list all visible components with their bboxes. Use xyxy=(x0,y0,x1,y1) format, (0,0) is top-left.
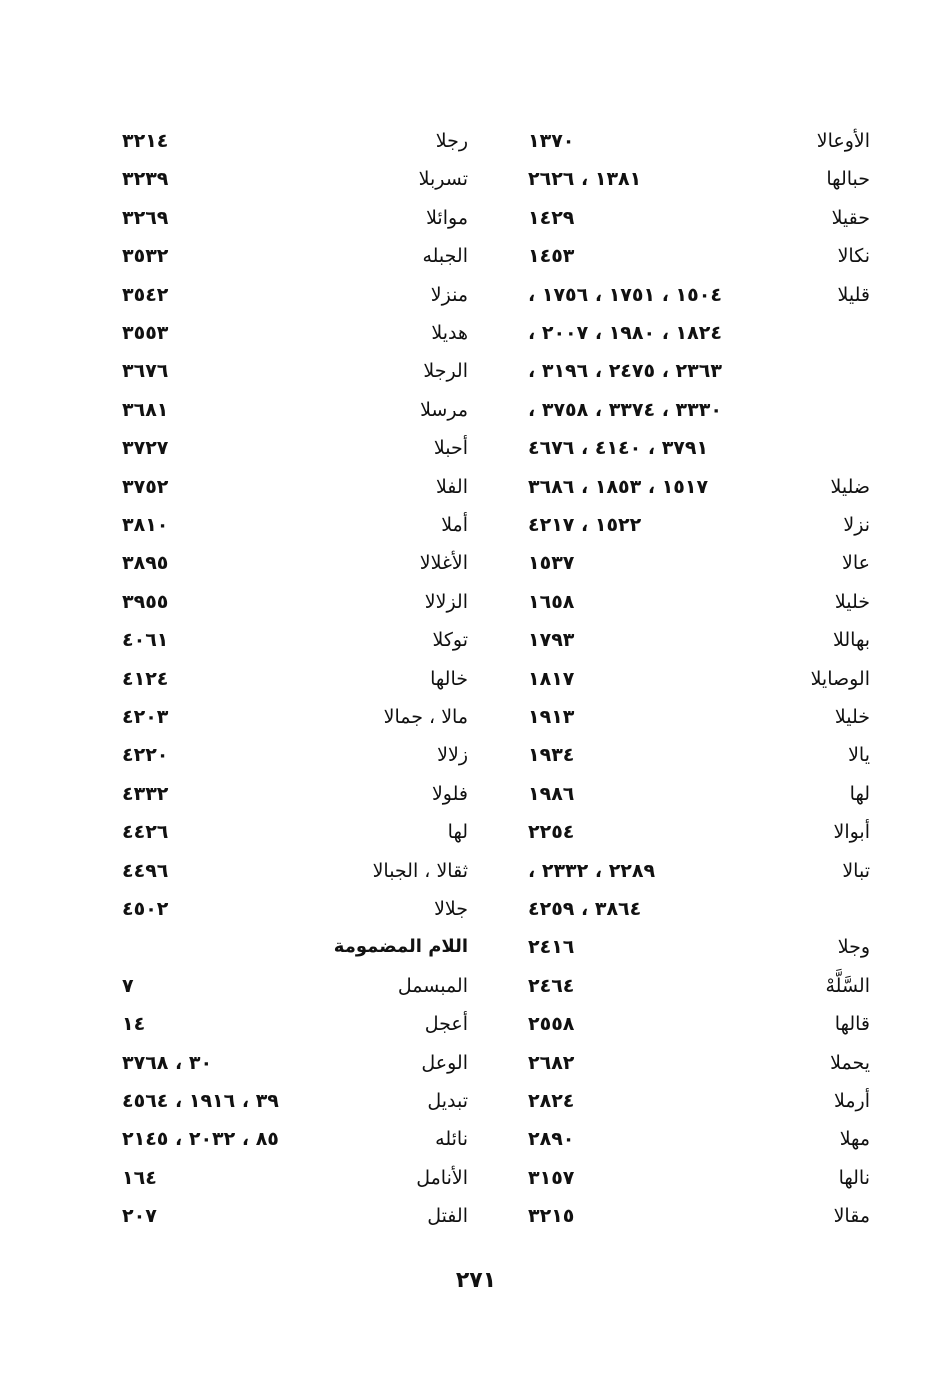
entry-word-left: جلالا xyxy=(434,898,468,920)
entry-numbers-left: ٣٨١٠ xyxy=(122,514,169,536)
entry-word-right: قليلا xyxy=(837,284,870,306)
index-row xyxy=(0,626,952,664)
entry-numbers-right: ١٥٢٢ ، ٤٢١٧ xyxy=(528,514,642,536)
entry-numbers-right: ١٨١٧ xyxy=(528,668,575,690)
index-row xyxy=(0,1049,952,1087)
entry-numbers-right: ١٧٩٣ xyxy=(528,629,575,651)
entry-numbers-right: ١٩٨٦ xyxy=(528,783,575,805)
entry-word-right: تبالا xyxy=(842,860,870,882)
entry-word-left: الأغلالا xyxy=(419,552,468,574)
entry-numbers-left: ١٦٤ xyxy=(122,1167,157,1189)
entry-numbers-right: ١٦٥٨ xyxy=(528,591,575,613)
entry-word-right: أبوالا xyxy=(833,821,870,843)
entry-word-right: قالها xyxy=(834,1013,870,1035)
entry-numbers-right: ١٩٣٤ xyxy=(528,744,575,766)
index-row xyxy=(0,549,952,587)
entry-numbers-right: ١٤٥٣ xyxy=(528,245,575,267)
entry-word-left: موائلا xyxy=(426,207,468,229)
entry-numbers-left: ٨٥ ، ٢٠٣٢ ، ٢١٤٥ xyxy=(122,1128,279,1150)
entry-numbers-left: ٤٤٩٦ xyxy=(122,860,169,882)
entry-numbers-left: ٣٦٧٦ xyxy=(122,360,169,382)
entry-numbers-right: ٣٣٣٠ ، ٣٣٧٤ ، ٣٧٥٨ ، xyxy=(528,399,722,421)
index-row xyxy=(0,473,952,511)
entry-word-left: مالا ، جمالا xyxy=(383,706,468,728)
entry-numbers-left: ٣٩٥٥ xyxy=(122,591,169,613)
index-row xyxy=(0,1125,952,1163)
entry-numbers-left: ٣٢٣٩ xyxy=(122,168,169,190)
entry-numbers-right: ٢٨٩٠ xyxy=(528,1128,575,1150)
entry-word-right: حبالها xyxy=(826,168,870,190)
entry-numbers-left: ٤٠٦١ xyxy=(122,629,169,651)
entry-word-left: رجلا xyxy=(435,130,468,152)
entry-numbers-right: ١٤٢٩ xyxy=(528,207,575,229)
entry-word-right: أرملا xyxy=(834,1090,870,1112)
entry-numbers-right: ١٣٨١ ، ٢٦٢٦ xyxy=(528,168,642,190)
entry-word-left: الزلالا xyxy=(424,591,468,613)
index-row xyxy=(0,818,952,856)
entry-word-left: زلالا xyxy=(437,744,468,766)
entry-word-right: نكالا xyxy=(837,245,870,267)
section-heading: اللام المضمومة xyxy=(333,936,468,957)
entry-numbers-left: ٣٩ ، ١٩١٦ ، ٤٥٦٤ xyxy=(122,1090,279,1112)
entry-numbers-left: ٧ xyxy=(122,975,134,997)
entry-word-right: السَّلَّهْ xyxy=(825,975,870,997)
index-row xyxy=(0,357,952,395)
index-row xyxy=(0,895,952,933)
entry-numbers-right: ٢٢٨٩ ، ٢٣٣٢ ، xyxy=(528,860,656,882)
entry-word-left: منزلا xyxy=(430,284,468,306)
entry-numbers-right: ٣٢١٥ xyxy=(528,1205,575,1227)
entry-numbers-left: ٣٢٦٩ xyxy=(122,207,169,229)
index-row xyxy=(0,1202,952,1240)
entry-numbers-right: ٣١٥٧ xyxy=(528,1167,575,1189)
entry-word-left: الأنامل xyxy=(416,1167,468,1189)
entry-word-right: ضليلا xyxy=(830,476,870,498)
entry-word-right: يالا xyxy=(848,744,870,766)
entry-word-left: الوعل xyxy=(421,1052,468,1074)
entry-word-right: يحملا xyxy=(830,1052,870,1074)
entry-numbers-right: ١٥٠٤ ، ١٧٥١ ، ١٧٥٦ ، xyxy=(528,284,722,306)
entry-word-left: ثقالا ، الجبالا xyxy=(372,860,468,882)
entry-numbers-left: ٣٦٨١ xyxy=(122,399,169,421)
entry-numbers-left: ١٤ xyxy=(122,1013,146,1035)
entry-numbers-left: ٣٨٩٥ xyxy=(122,552,169,574)
entry-word-left: تسربلا xyxy=(418,168,468,190)
index-row xyxy=(0,165,952,203)
index-row xyxy=(0,1087,952,1125)
entry-numbers-right: ٢٨٢٤ xyxy=(528,1090,575,1112)
entry-numbers-left: ٤٤٢٦ xyxy=(122,821,169,843)
entry-word-left: الجبله xyxy=(422,245,468,267)
entry-word-right: نزلا xyxy=(843,514,870,536)
entry-numbers-right: ٢٣٦٣ ، ٢٤٧٥ ، ٣١٩٦ ، xyxy=(528,360,722,382)
entry-numbers-left: ٤٥٠٢ xyxy=(122,898,169,920)
entry-word-right: حقيلا xyxy=(831,207,870,229)
entry-numbers-right: ١٥٣٧ xyxy=(528,552,575,574)
entry-word-right: مقالا xyxy=(833,1205,870,1227)
index-row xyxy=(0,127,952,165)
entry-word-right: الوصايلا xyxy=(810,668,870,690)
index-row xyxy=(0,434,952,472)
index-row xyxy=(0,857,952,895)
entry-numbers-right: ١٨٢٤ ، ١٩٨٠ ، ٢٠٠٧ ، xyxy=(528,322,722,344)
entry-word-right: لها xyxy=(849,783,870,805)
entry-numbers-left: ٤٢٠٣ xyxy=(122,706,169,728)
index-row xyxy=(0,319,952,357)
entry-numbers-left: ٣٧٢٧ xyxy=(122,437,169,459)
entry-numbers-right: ١٩١٣ xyxy=(528,706,575,728)
entry-numbers-left: ٤٢٢٠ xyxy=(122,744,169,766)
entry-word-right: عالا xyxy=(842,552,870,574)
entry-numbers-right: ٢٤٦٤ xyxy=(528,975,575,997)
index-row xyxy=(0,396,952,434)
entry-numbers-right: ٣٨٦٤ ، ٤٢٥٩ xyxy=(528,898,642,920)
entry-word-left: فلولا xyxy=(431,783,468,805)
entry-numbers-right: ٢٢٥٤ xyxy=(528,821,575,843)
entry-word-left: توكلا xyxy=(432,629,468,651)
index-row xyxy=(0,242,952,280)
entry-numbers-left: ٣٠ ، ٣٧٦٨ xyxy=(122,1052,213,1074)
index-row xyxy=(0,588,952,626)
entry-numbers-left: ٤٣٣٢ xyxy=(122,783,169,805)
index-row xyxy=(0,204,952,242)
entry-word-left: أملا xyxy=(441,514,468,536)
entry-word-left: الفلا xyxy=(435,476,468,498)
page-number: ٢٧١ xyxy=(455,1268,497,1293)
entry-word-left: الفتل xyxy=(427,1205,468,1227)
index-row xyxy=(0,511,952,549)
entry-numbers-left: ٣٥٤٢ xyxy=(122,284,169,306)
entry-numbers-right: ٢٤١٦ xyxy=(528,936,575,958)
entry-numbers-right: ٢٦٨٢ xyxy=(528,1052,575,1074)
entry-word-left: أعجل xyxy=(424,1013,468,1035)
entry-numbers-left: ٣٢١٤ xyxy=(122,130,169,152)
entry-numbers-left: ٣٥٥٣ xyxy=(122,322,169,344)
index-row xyxy=(0,741,952,779)
entry-numbers-left: ٣٥٣٢ xyxy=(122,245,169,267)
entry-word-left: تبديل xyxy=(427,1090,468,1112)
entry-numbers-left: ٣٧٥٢ xyxy=(122,476,169,498)
entry-numbers-right: ١٥١٧ ، ١٨٥٣ ، ٣٦٨٦ xyxy=(528,476,709,498)
index-row xyxy=(0,1010,952,1048)
entry-numbers-right: ٢٥٥٨ xyxy=(528,1013,575,1035)
entry-word-right: مهلا xyxy=(839,1128,870,1150)
entry-word-right: خليلا xyxy=(834,706,870,728)
entry-word-left: أحبلا xyxy=(433,437,468,459)
entry-word-right: وجلا xyxy=(837,936,870,958)
index-row xyxy=(0,703,952,741)
entry-word-left: هديلا xyxy=(431,322,468,344)
entry-word-left: خالها xyxy=(430,668,468,690)
entry-word-right: بهاللا xyxy=(833,629,870,651)
index-row xyxy=(0,780,952,818)
entry-numbers-right: ٣٧٩١ ، ٤١٤٠ ، ٤٦٧٦ xyxy=(528,437,709,459)
index-row xyxy=(0,665,952,703)
entry-word-left: المبسمل xyxy=(397,975,468,997)
entry-word-right: الأوعالا xyxy=(816,130,870,152)
entry-word-left: مرسلا xyxy=(420,399,468,421)
index-row xyxy=(0,972,952,1010)
entry-word-right: خليلا xyxy=(834,591,870,613)
entry-numbers-left: ٢٠٧ xyxy=(122,1205,157,1227)
entry-numbers-left: ٤١٢٤ xyxy=(122,668,169,690)
entry-word-left: الرجلا xyxy=(423,360,468,382)
entry-word-left: نائله xyxy=(435,1128,468,1150)
index-row xyxy=(0,1164,952,1202)
entry-word-left: لها xyxy=(447,821,468,843)
index-row xyxy=(0,281,952,319)
index-row xyxy=(0,933,952,971)
entry-word-right: نالها xyxy=(838,1167,870,1189)
entry-numbers-right: ١٣٧٠ xyxy=(528,130,575,152)
